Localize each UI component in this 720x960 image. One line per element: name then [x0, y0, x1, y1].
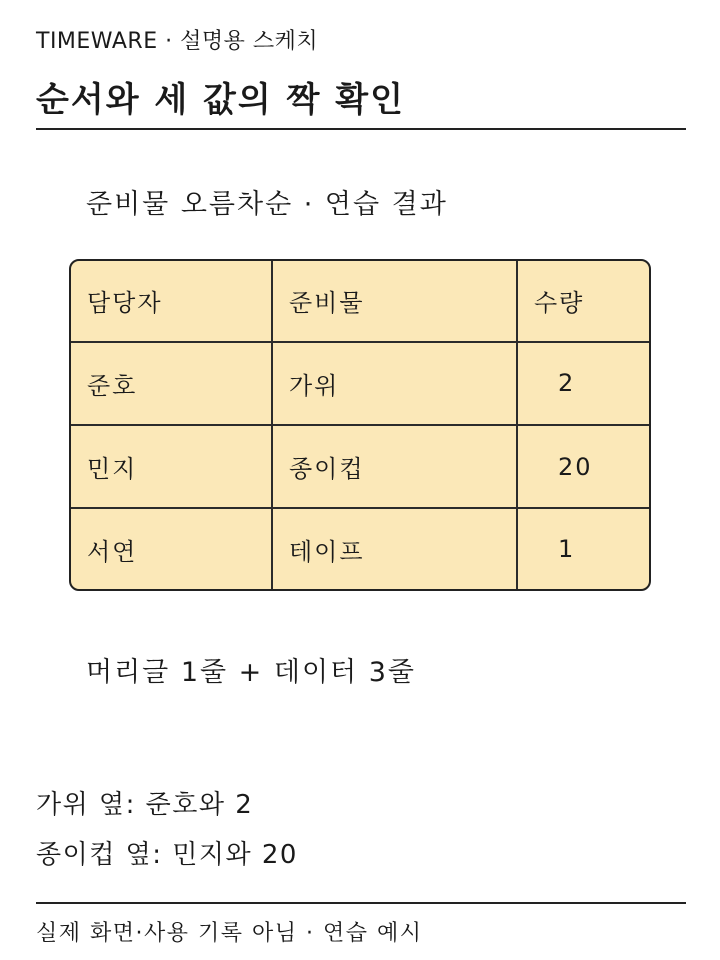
cell-item: 종이컵 [272, 425, 517, 508]
header-cell-quantity: 수량 [517, 261, 651, 342]
table-structure-note: 머리글 1줄 + 데이터 3줄 [86, 657, 416, 688]
cell-quantity: 1 [517, 508, 651, 589]
footer-disclaimer: 실제 화면·사용 기록 아님 · 연습 예시 [36, 921, 423, 946]
supplies-table-grid [71, 261, 651, 589]
table-header-row [71, 261, 651, 342]
cell-item: 가위 [272, 342, 517, 425]
supplies-table [69, 259, 651, 591]
cell-item: 테이프 [272, 508, 517, 589]
pair-check-paper-cup: 종이컵 옆: 민지와 20 [36, 840, 298, 870]
table-caption: 준비물 오름차순 · 연습 결과 [86, 189, 448, 220]
top-divider [36, 128, 686, 130]
cell-owner: 민지 [71, 425, 272, 508]
table-row [71, 342, 651, 425]
table-row [71, 425, 651, 508]
bottom-divider [36, 902, 686, 904]
header-cell-owner: 담당자 [71, 261, 272, 342]
header-cell-item: 준비물 [272, 261, 517, 342]
page-title: 순서와 세 값의 짝 확인 [36, 80, 405, 120]
pair-check-scissors: 가위 옆: 준호와 2 [36, 790, 254, 820]
cell-quantity: 2 [517, 342, 651, 425]
cell-owner: 준호 [71, 342, 272, 425]
cell-owner: 서연 [71, 508, 272, 589]
brand-line: TIMEWARE · 설명용 스케치 [36, 29, 319, 54]
cell-quantity: 20 [517, 425, 651, 508]
table-row [71, 508, 651, 589]
